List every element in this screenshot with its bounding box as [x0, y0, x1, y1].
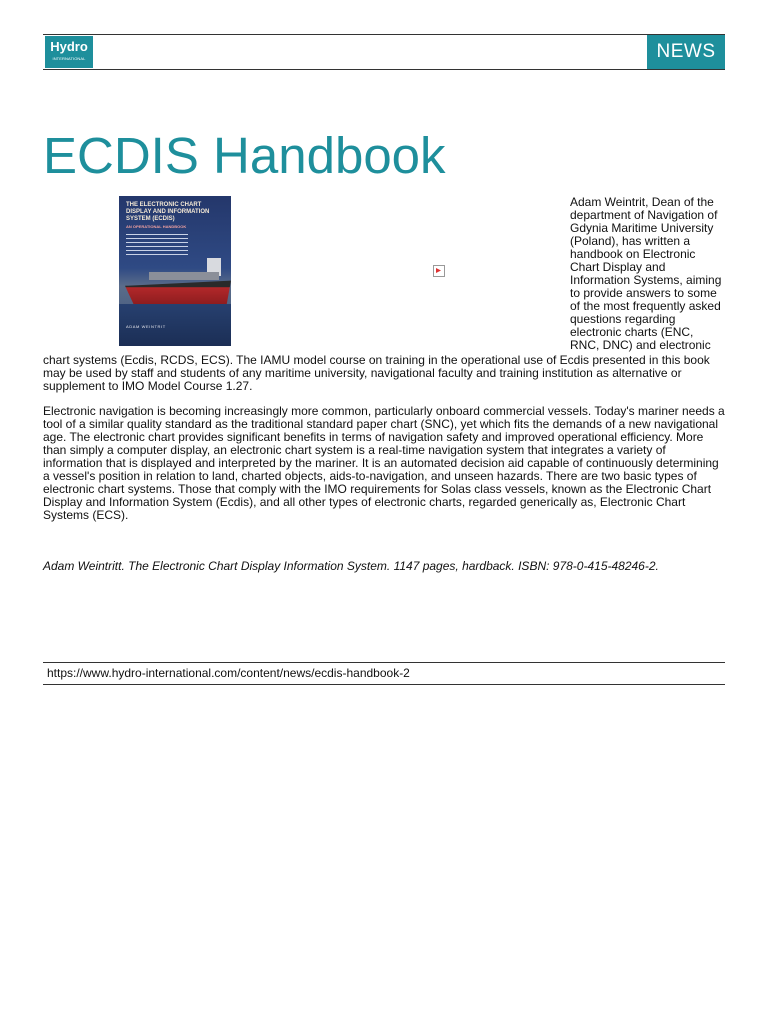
logo-subtext: INTERNATIONAL [52, 56, 86, 61]
page-header [43, 34, 725, 70]
ship-hull [125, 278, 231, 304]
cover-subtitle: AN OPERATIONAL HANDBOOK [126, 224, 187, 229]
source-url-link[interactable]: https://www.hydro-international.com/content/news/ecdis-handbook-2 [47, 666, 410, 680]
paragraph-electronic-navigation: Electronic navigation is becoming increasingly more common, particularly onboard commercial vessels. Today's mariner needs a tool of a similar quality standard as the traditional standard paper chart (SNC), yet which fits the demands of a new navigational age. The electronic chart provides significant benefits in terms of navigation safety and improved operational efficiency. More than simply a computer display, an electronic chart system is a real-time navigation system that integrates a variety of information that is displayed and interpreted by the mariner. It is an automated decision aid capable of continuously determining a vessel's position in relation to land, charted objects, aids-to-navigation, and unseen hazards. There are two basic types of electronic chart systems. Those that comply with the IMO requirements for Solas class vessels, known as the Electronic Chart Display and Information System (Ecdis), and all other types of electronic charts, regarded generically as, Electronic Chart Systems (ECS). [43, 404, 725, 522]
hydro-international-logo[interactable] [45, 36, 93, 68]
cover-title: THE ELECTRONIC CHART DISPLAY AND INFORMATION SYSTEM (ECDIS) [126, 202, 210, 222]
cover-blurb-lines [126, 234, 188, 256]
cover-author: ADAM WEINTRIT [126, 324, 166, 329]
paragraph-intro: Adam Weintrit, Dean of the department of Navigation of Gdynia Maritime University (Poland), has written a handbook on Electronic Chart Display and Information Systems, aiming to provide answers to some of the most frequently asked questions regarding electronic charts (ENC, RNC, DNC) and electronic [570, 195, 722, 352]
book-cover-image [119, 196, 231, 346]
broken-image-icon [433, 265, 445, 277]
paragraph-intro-continued: chart systems (Ecdis, RCDS, ECS). The IAMU model course on training in the operational use of Ecdis presented in this book may be used by staff and students of any maritime university, navigational faculty and training institution as alternative or supplement to IMO Model Course 1.27. [43, 353, 710, 393]
ship-deck [149, 272, 219, 280]
article-title: ECDIS Handbook [43, 127, 446, 184]
logo-text: Hydro [50, 39, 88, 54]
page-footer [43, 662, 725, 685]
news-section-badge: NEWS [647, 35, 725, 69]
book-citation: Adam Weintritt. The Electronic Chart Display Information System. 1147 pages, hardback. ISBN: 978-0-415-48246-2. [43, 559, 659, 573]
